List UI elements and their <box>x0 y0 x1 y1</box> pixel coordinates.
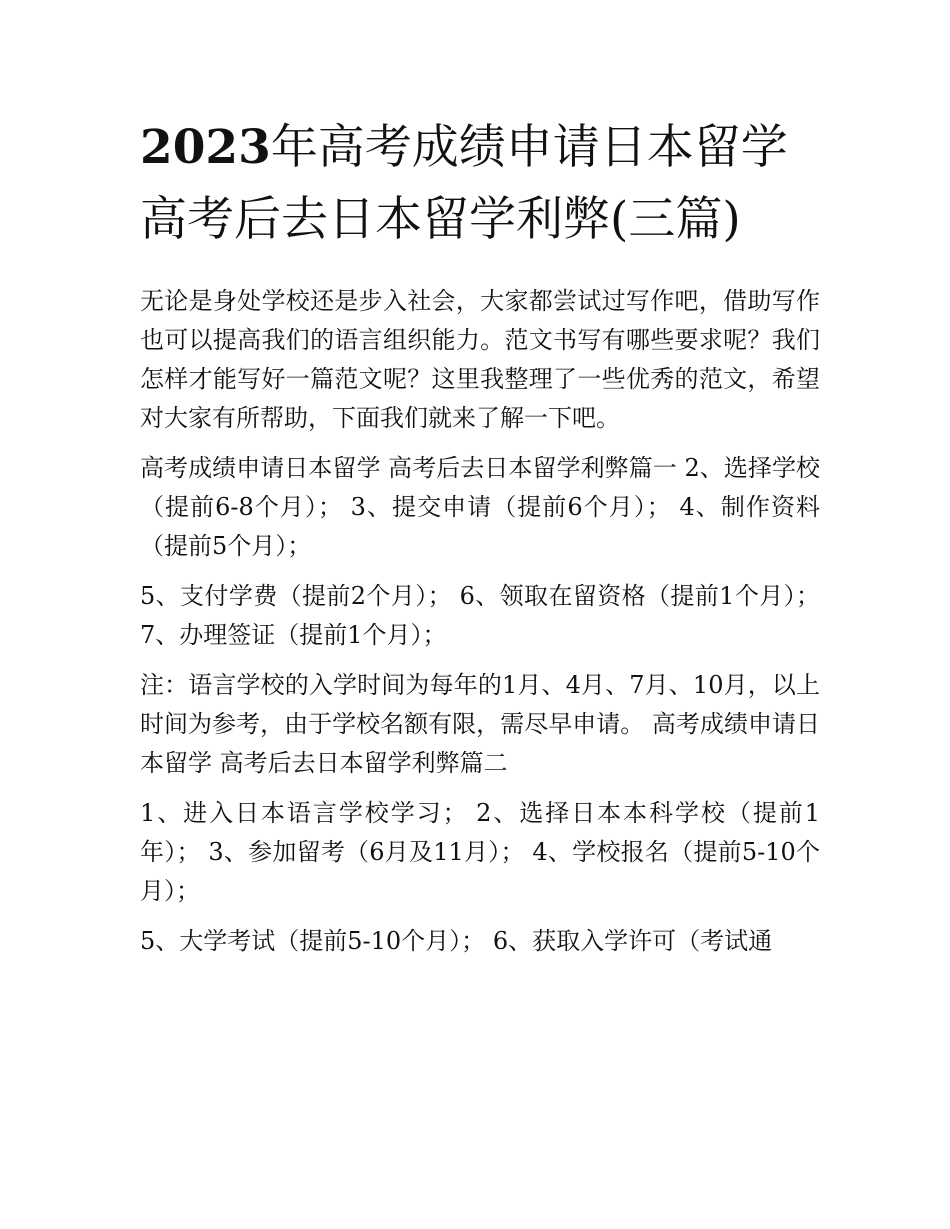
title-year: 2023 <box>140 120 271 175</box>
document-title <box>140 112 830 256</box>
article-two-steps-continued: 5、大学考试（提前5-10个月）； 6、获取入学许可（考试通 <box>140 927 773 955</box>
article-two-steps-paragraph: 1、进入日本语言学校学习； 2、选择日本本科学校（提前1年）； 3、参加留考（6月及11月）； 4、学校报名（提前5-10个月）； <box>140 799 820 905</box>
intro-paragraph: 无论是身处学校还是步入社会，大家都尝试过写作吧，借助写作也可以提高我们的语言组织能力。范文书写有哪些要求呢？我们怎样才能写好一篇范文呢？这里我整理了一些优秀的范文，希望对大家有所帮助，下面我们就来了解一下吧。 <box>140 287 820 432</box>
steps-paragraph: 5、支付学费（提前2个月）； 6、领取在留资格（提前1个月）； 7、办理签证（提前1个月）； <box>140 582 820 649</box>
document-body <box>140 282 820 961</box>
article-one-paragraph: 高考成绩申请日本留学 高考后去日本留学利弊篇一 2、选择学校（提前6-8个月）； 3、提交申请（提前6个月）； 4、制作资料（提前5个月）； <box>140 454 820 560</box>
title-text: 年高考成绩申请日本留学高考后去日本留学利弊(三篇) <box>140 120 788 247</box>
note-paragraph: 注：语言学校的入学时间为每年的1月、4月、7月、10月，以上时间为参考，由于学校名额有限，需尽早申请。 高考成绩申请日本留学 高考后去日本留学利弊篇二 <box>140 671 820 777</box>
